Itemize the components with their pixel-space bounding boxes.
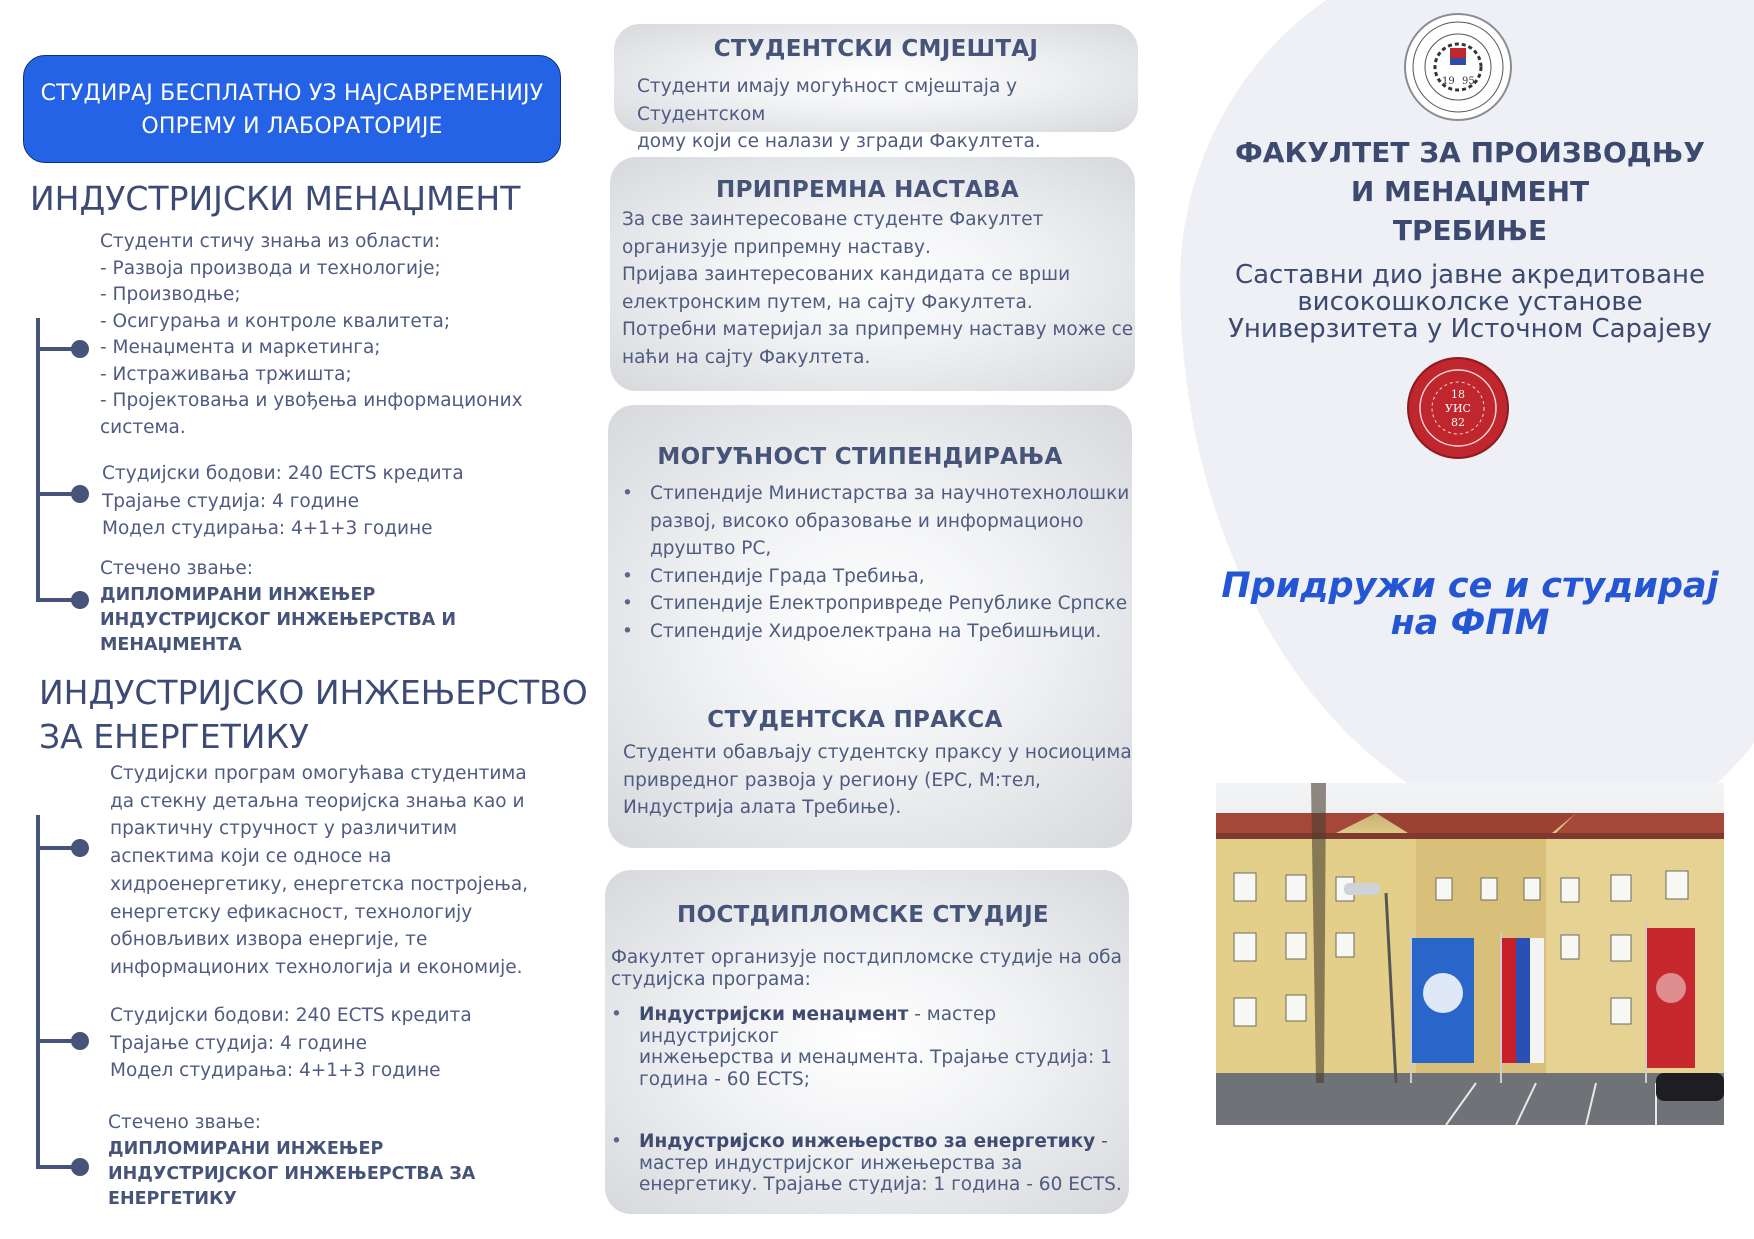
panel-text: Факултет организује постдипломске студије на оба студијска програма: <box>611 947 1122 990</box>
panel-text: Студенти обављају студентску праксу у носиоцима привредног развоја у региону (ЕРС, М:тел, Индустрија алата Требиње). <box>623 742 1132 818</box>
panel-title: ПРИПРЕМНА НАСТАВА <box>716 177 1019 203</box>
timeline-line <box>36 318 40 602</box>
program1-facts: Студијски бодови: 240 ECTS кредита Трајање студија: 4 године Модел студирања: 4+1+3 године <box>102 463 464 539</box>
svg-text:82: 82 <box>1451 416 1465 429</box>
panel-title: ПОСТДИПЛОМСКЕ СТУДИЈЕ <box>677 902 1049 928</box>
list-item: • Стипендије Електропривреде Републике Српске <box>620 590 1129 618</box>
faculty-name: ФАКУЛТЕТ ЗА ПРОИЗВОДЊУ И МЕНАЏМЕНТ ТРЕБИЊЕ <box>1235 136 1705 247</box>
program2-facts: Студијски бодови: 240 ECTS кредита Трајање студија: 4 године Модел студирања: 4+1+3 године <box>110 1005 472 1081</box>
timeline-dot <box>71 839 89 857</box>
postgrad-list <box>609 1004 1129 1196</box>
university-affiliation: Саставни дио јавне акредитоване високошколске установе Универзитета у Источном Сарајеву <box>1228 260 1712 344</box>
timeline-dot <box>71 485 89 503</box>
program1-degree: ДИПЛОМИРАНИ ИНЖЕЊЕР ИНДУСТРИЈСКОГ ИНЖЕЊЕРСТВА И МЕНАЏМЕНТА <box>100 585 457 655</box>
program2-description: Студијски програм омогућава студентима да стекну детаљна теоријска знања као и практичну стручност у различитим аспектима који се односе на хидроенергетику, енергетска постројења, енергетску ефикасност, технологију обновљивих извора енергије, те информационих технологија и економије. <box>110 763 529 978</box>
panel-text: За све заинтересоване студенте Факултет организује припремну наставу. Пријава заинтересованих кандидата се врши електронским путем, на сајту Факултета. Потребни материјал за припремну наставу може се наћи на сајту Факултета. <box>622 209 1134 368</box>
program-industrial-management-title: ИНДУСТРИЈСКИ МЕНАЏМЕНТ <box>30 179 521 218</box>
panel-text: Студенти имају могућност смјештаја у Студентском дому који се налази у згради Факултета. <box>637 76 1041 152</box>
timeline-dot <box>71 1158 89 1176</box>
panel-postgraduate <box>605 870 1129 1214</box>
panel-title: МОГУЋНОСТ СТИПЕНДИРАЊА <box>657 444 1063 470</box>
panel-title: СТУДЕНТСКИ СМЈЕШТАЈ <box>713 36 1039 62</box>
svg-text:18: 18 <box>1451 388 1465 401</box>
program2-degree: ДИПЛОМИРАНИ ИНЖЕЊЕР ИНДУСТРИЈСКОГ ИНЖЕЊЕРСТВА ЗА ЕНЕРГЕТИКУ <box>108 1139 476 1209</box>
timeline-dot <box>71 1032 89 1050</box>
list-item: • Индустријско инжењерство за енергетику - мастер индустријског инжењерства за енергетику. Трајање студија: 1 година - 60 ECTS. <box>609 1131 1129 1196</box>
program1-areas: Студенти стичу знања из области: - Развоја производа и технологије; - Производње; - Осигурања и контроле квалитета; - Менаџмента и маркетинга; - Истраживања тржишта; - Пројектовања и увођења информационих система. <box>100 231 523 438</box>
svg-text:УИС: УИС <box>1445 402 1471 415</box>
faculty-seal-icon <box>1403 12 1513 122</box>
free-study-banner: СТУДИРАЈ БЕСПЛАТНО УЗ НАЈСАВРЕМЕНИЈУ ОПРЕМУ И ЛАБОРАТОРИЈЕ <box>23 55 561 163</box>
panel-preparatory-classes <box>610 157 1135 391</box>
svg-text:19: 19 <box>1442 76 1455 87</box>
timeline-dot <box>71 591 89 609</box>
panel-scholarships-internship <box>608 405 1132 848</box>
faculty-building-photo <box>1216 783 1724 1125</box>
scholarship-list <box>620 480 1129 645</box>
program2-degree-label: Стечено звање: <box>108 1112 261 1133</box>
university-seal-icon <box>1406 356 1510 460</box>
program1-degree-label: Стечено звање: <box>100 558 253 579</box>
panel-student-housing <box>614 24 1138 152</box>
list-item: • Стипендије Хидроелектрана на Требишњици. <box>620 618 1129 646</box>
list-item: • Индустријски менаџмент - мастер индустријског инжењерства и менаџмента. Трајање студија: 1 година - 60 ECTS; <box>609 1004 1129 1090</box>
slogan: Придружи се и студирај на ФПМ <box>1221 566 1719 643</box>
list-item: • Стипендије Министарства за научнотехнолошки развој, високо образовање и информационо друштво РС, <box>620 480 1129 563</box>
list-item: • Стипендије Града Требиња, <box>620 563 1129 591</box>
program-energy-engineering-title: ИНДУСТРИЈСКО ИНЖЕЊЕРСТВО ЗА ЕНЕРГЕТИКУ <box>39 673 588 756</box>
timeline-dot <box>71 340 89 358</box>
panel-title: СТУДЕНТСКА ПРАКСА <box>707 707 1003 733</box>
timeline-line <box>36 815 40 1169</box>
svg-text:95: 95 <box>1462 76 1475 87</box>
